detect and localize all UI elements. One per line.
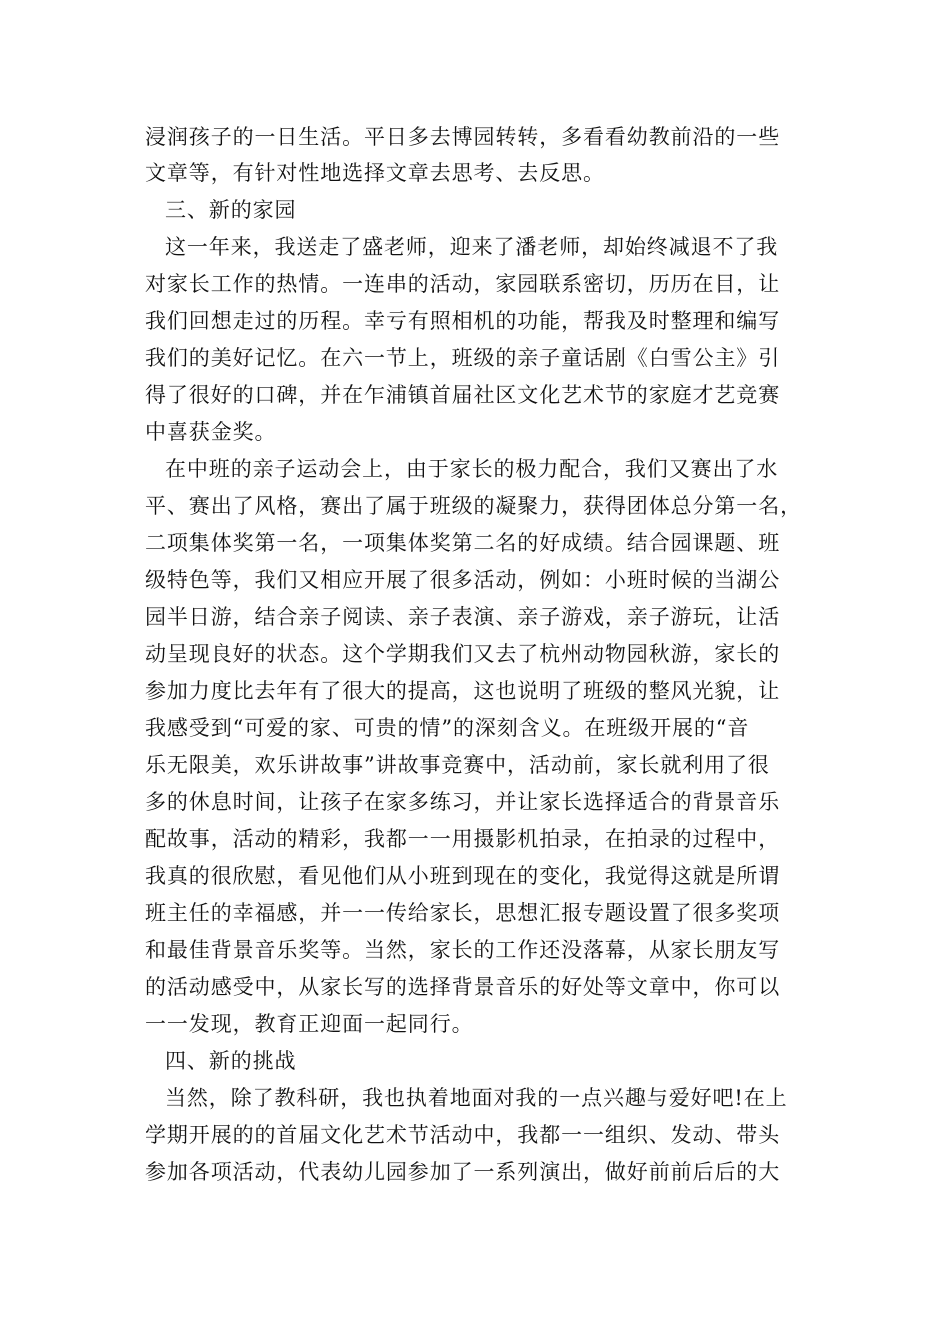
text-line: 园半日游，结合亲子阅读、亲子表演、亲子游戏，亲子游玩，让活: [145, 605, 781, 629]
text-line: 和最佳背景音乐奖等。当然，家长的工作还没落幕，从家长朋友写: [145, 938, 781, 962]
text-line: 我感受到“可爱的家、可贵的情”的深刻含义。在班级开展的“音: [145, 716, 750, 740]
text-line: 对家长工作的热情。一连串的活动，家园联系密切，历历在目，让: [145, 272, 781, 296]
text-line: 得了很好的口碑，并在乍浦镇首届社区文化艺术节的家庭才艺竞赛: [145, 383, 781, 407]
text-line: 二项集体奖第一名，一项集体奖第二名的好成绩。结合园课题、班: [145, 531, 781, 555]
text-line: 多的休息时间，让孩子在家多练习，并让家长选择适合的背景音乐: [145, 790, 781, 814]
text-line: 动呈现良好的状态。这个学期我们又去了杭州动物园秋游，家长的: [145, 642, 781, 666]
text-line: 文章等，有针对性地选择文章去思考、去反思。: [145, 161, 605, 185]
text-line: 一一发现，教育正迎面一起同行。: [145, 1012, 474, 1036]
text-line: 班主任的幸福感，并一一传给家长，思想汇报专题设置了很多奖项: [145, 901, 781, 925]
paragraph-first-line: 当然，除了教科研，我也执着地面对我的一点兴趣与爱好吧!在上: [165, 1086, 788, 1110]
text-line: 中喜获金奖。: [145, 420, 277, 444]
text-line: 我真的很欣慰，看见他们从小班到现在的变化，我觉得这就是所谓: [145, 864, 781, 888]
text-line: 学期开展的的首届文化艺术节活动中，我都一一组织、发动、带头: [145, 1123, 781, 1147]
section-heading: 三、新的家园: [165, 198, 297, 222]
text-line: 配故事，活动的精彩，我都一一用摄影机拍录，在拍录的过程中，: [145, 827, 781, 851]
text-line: 我们的美好记忆。在六一节上，班级的亲子童话剧《白雪公主》引: [145, 346, 781, 370]
section-heading: 四、新的挑战: [165, 1049, 297, 1073]
text-line: 级特色等，我们又相应开展了很多活动，例如：小班时候的当湖公: [145, 568, 781, 592]
paragraph-first-line: 在中班的亲子运动会上，由于家长的极力配合，我们又赛出了水: [165, 457, 779, 481]
text-line: 的活动感受中，从家长写的选择背景音乐的好处等文章中，你可以: [145, 975, 781, 999]
text-line: 参加各项活动，代表幼儿园参加了一系列演出，做好前前后后的大: [145, 1160, 781, 1184]
text-line: 乐无限美，欢乐讲故事”讲故事竞赛中，活动前，家长就利用了很: [145, 753, 770, 777]
text-line: 浸润孩子的一日生活。平日多去博园转转，多看看幼教前沿的一些: [145, 125, 781, 149]
paragraph-first-line: 这一年来，我送走了盛老师，迎来了潘老师，却始终减退不了我: [165, 235, 779, 259]
text-line: 平、赛出了风格，赛出了属于班级的凝聚力，获得团体总分第一名，: [145, 494, 802, 518]
text-line: 我们回想走过的历程。幸亏有照相机的功能，帮我及时整理和编写: [145, 309, 781, 333]
text-line: 参加力度比去年有了很大的提高，这也说明了班级的整风光貌，让: [145, 679, 781, 703]
